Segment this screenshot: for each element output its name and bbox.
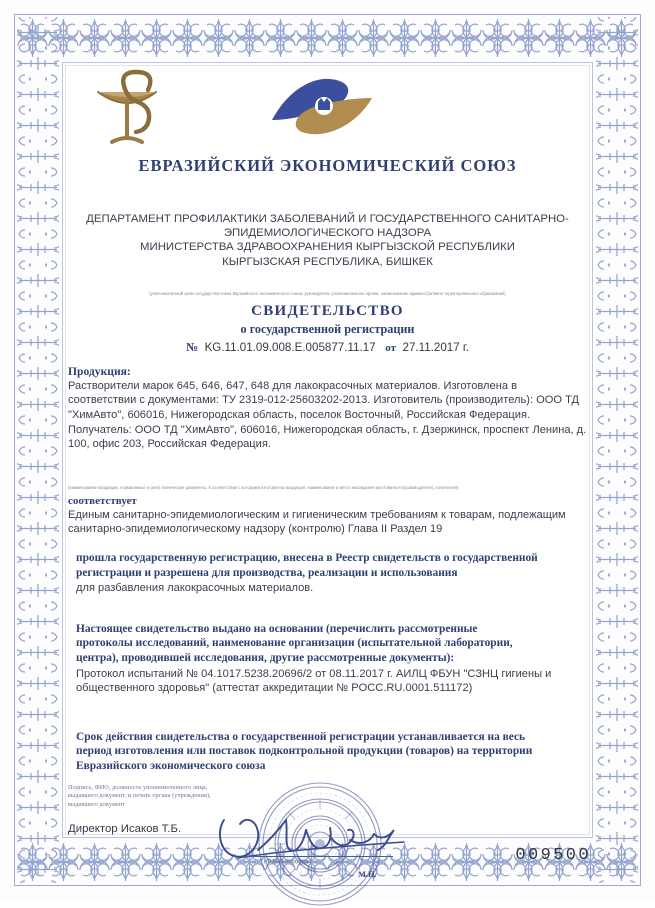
product-label: Продукция: bbox=[68, 364, 131, 378]
product-text: Растворители марок 645, 646, 647, 648 для лакокрасочных материалов. Изготовлена в соответствии с документами: ТУ 2319-012-25603202-2013. Изготовитель (производитель): ООО ТД "ХимАвто", 606016, Нижегородская область, поселок Восточный, Российская Федерация. Получатель: ООО ТД "ХимАвто", 606016, Нижегородская область, г. Дзержинск, проспект Ленина, д. 100, офис 203, Российская Федерация. bbox=[68, 379, 587, 451]
registration-number-value: KG.11.01.09.008.E.005877.11.17 bbox=[204, 340, 376, 354]
ornament-top bbox=[17, 17, 638, 59]
bowl-of-hygieia-icon bbox=[86, 62, 178, 154]
product-caption: (наименование продукции, нормативные и (или) технические документы, в соответствии с которыми изготовлена продукция, наименование и место нахождения изготовителя (производителя), получателя) bbox=[68, 484, 459, 490]
authority-caption: (уполномоченный орган государства-члена Евразийского экономического союза, руководитель уполномоченного органа, наименование административно-территориального образования) bbox=[149, 290, 506, 296]
signature-caption-line-2: выдавшего документ, и печать органа (учреждения), bbox=[68, 792, 211, 800]
department-block bbox=[68, 212, 587, 269]
signature-underline bbox=[243, 856, 393, 857]
basis-heading-line-3: центра), проводившей исследования, другие рассмотренные документы): bbox=[76, 651, 455, 664]
certificate-subtitle: о государственной регистрации bbox=[240, 321, 415, 336]
union-title: ЕВРАЗИЙСКИЙ ЭКОНОМИЧЕСКИЙ СОЮЗ bbox=[138, 156, 517, 175]
validity-term-line-3: Евразийского экономического союза bbox=[76, 759, 266, 772]
department-line-2: ЭПИДЕМИОЛОГИЧЕСКОГО НАДЗОРА bbox=[223, 227, 432, 240]
department-line-1: ДЕПАРТАМЕНТ ПРОФИЛАКТИКИ ЗАБОЛЕВАНИЙ И ГОСУДАРСТВЕННОГО САНИТАРНО- bbox=[86, 213, 569, 225]
registration-date-value: 27.11.2017 г. bbox=[402, 340, 469, 354]
emblem-row bbox=[68, 68, 587, 160]
conformity-text: Единым санитарно-эпидемиологическим и гигиеническим требованиям к товарам, подлежащим санитарно-эпидемиологическому надзору (контролю) Глава II Раздел 19 bbox=[68, 508, 566, 536]
fio-caption: (Ф.И.О./подпись) bbox=[264, 857, 312, 865]
certificate-title: СВИДЕТЕЛЬСТВО bbox=[251, 302, 404, 319]
ornament-left bbox=[17, 17, 59, 883]
registration-purpose: для разбавления лакокрасочных материалов. bbox=[76, 582, 314, 595]
conformity-block bbox=[68, 495, 587, 537]
number-symbol: № bbox=[186, 339, 199, 354]
validity-term-line-2: период изготовления или поставок подконтрольной продукции (товаров) на территории bbox=[76, 745, 533, 758]
ornament-right bbox=[596, 17, 638, 883]
conformity-label: соответствует bbox=[68, 494, 137, 507]
validity-term-line-1: Срок действия свидетельства о государственной регистрации устанавливается на весь bbox=[76, 730, 526, 743]
registration-statement-line-1: прошла государственную регистрацию, внесена в Реестр свидетельств о государственной bbox=[76, 552, 538, 564]
signer-name: Директор Исаков Т.Б. bbox=[68, 823, 182, 836]
certificate-content bbox=[68, 68, 591, 879]
basis-text: Протокол испытаний № 04.1017.5238.20696/2 от 08.11.2017 г. АИЛЦ ФБУН "СЗНЦ гигиены и общественного здоровья" (аттестат аккредитации № POCC.RU.0001.511172) bbox=[76, 667, 552, 695]
official-round-seal bbox=[256, 780, 384, 908]
signature-area bbox=[68, 783, 591, 904]
basis-block bbox=[68, 622, 587, 696]
signature-caption-line-1: Подпись, ФИО, должность уполномоченного лица, bbox=[68, 783, 208, 791]
registration-statement-block bbox=[68, 551, 587, 596]
signature-caption-line-3: выдавшего документ bbox=[68, 800, 126, 808]
product-block bbox=[68, 365, 587, 485]
basis-heading-line-1: Настоящее свидетельство выдано на основании (перечислить рассмотренные bbox=[76, 622, 478, 635]
eaeu-emblem-icon bbox=[268, 68, 378, 146]
registration-statement-line-2: регистрации и разрешена для производства, реализации и использования bbox=[76, 566, 458, 579]
department-line-3: МИНИСТЕРСТВА ЗДРАВООХРАНЕНИЯ КЫРГЫЗСКОЙ РЕСПУБЛИКИ bbox=[140, 241, 515, 254]
serial-number: 009500 bbox=[515, 845, 591, 865]
validity-term-block bbox=[68, 730, 587, 774]
date-prefix: от bbox=[385, 341, 397, 354]
department-line-4: КЫРГЫЗСКАЯ РЕСПУБЛИКА, БИШКЕК bbox=[222, 255, 433, 268]
basis-heading-line-2: протоколы исследований, наименование организации (испытательной лаборатории, bbox=[76, 637, 513, 650]
stamp-place-label: М.П. bbox=[358, 869, 377, 879]
registration-number-line bbox=[68, 340, 587, 355]
